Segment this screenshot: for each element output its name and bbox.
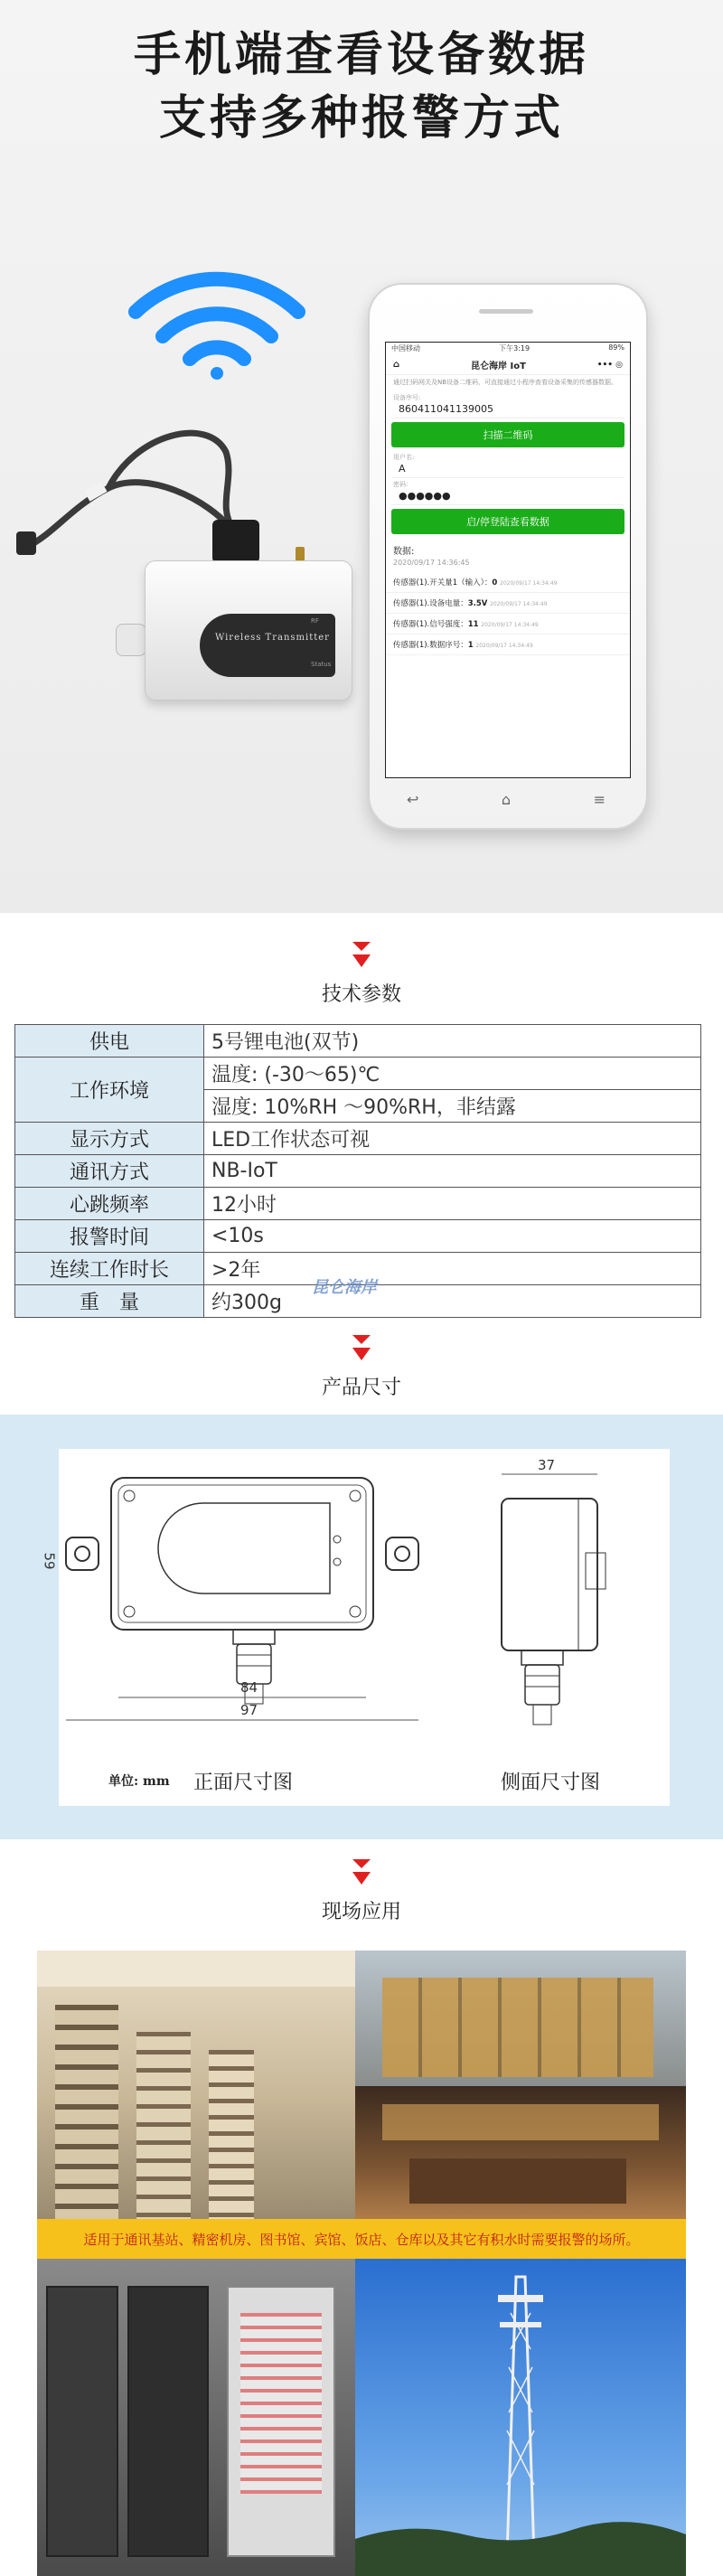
hotel-lobby-photo bbox=[355, 2086, 686, 2219]
dimension-drawing bbox=[59, 1449, 670, 1806]
hero-title-line2: 支持多种报警方式 bbox=[158, 91, 564, 146]
table-row: 工作环境 温度: (-30～65)℃ bbox=[15, 1058, 701, 1090]
table-row: 供电 5号锂电池(双节) bbox=[15, 1025, 701, 1058]
telecom-tower-photo bbox=[355, 2259, 686, 2576]
specs-title: 技术参数 bbox=[321, 983, 401, 1006]
device-label: Wireless Transmitter bbox=[215, 633, 330, 643]
app-title: 昆仑海岸 IoT bbox=[471, 362, 526, 371]
warehouse-photo bbox=[355, 1951, 686, 2086]
menu-icon[interactable]: ≡ bbox=[593, 791, 606, 808]
front-view-caption: 正面尺寸图 bbox=[193, 1772, 294, 1794]
clock: 下午3:19 bbox=[499, 344, 531, 353]
phone-speaker bbox=[479, 309, 533, 314]
side-view-caption: 侧面尺寸图 bbox=[501, 1772, 601, 1794]
dim-outer-width: 97 bbox=[240, 1702, 258, 1718]
dim-depth: 37 bbox=[538, 1457, 556, 1473]
cable-gland bbox=[212, 520, 259, 563]
login-button[interactable]: 启/停登陆查看数据 bbox=[391, 509, 624, 534]
table-row: 报警时间 <10s bbox=[15, 1220, 701, 1253]
dim-inner-width: 84 bbox=[240, 1679, 258, 1696]
data-time: 2020/09/17 14:36:45 bbox=[393, 558, 470, 567]
chevron-down-icon bbox=[351, 1857, 372, 1890]
dim-height: 59 bbox=[41, 1552, 58, 1570]
device-id-field[interactable]: 860411041139005 bbox=[391, 402, 624, 418]
server-room-photo bbox=[37, 2259, 355, 2576]
device-led-rf: RF bbox=[311, 617, 319, 625]
table-row: 湿度: 10%RH ～90%RH，非结露 bbox=[15, 1090, 701, 1123]
password-field[interactable]: ●●●●●● bbox=[391, 489, 624, 505]
scan-qr-button[interactable]: 扫描二维码 bbox=[391, 422, 624, 447]
back-icon[interactable]: ↩ bbox=[407, 791, 419, 808]
dimensions-title: 产品尺寸 bbox=[321, 1377, 401, 1399]
more-icon[interactable]: ••• ◎ bbox=[596, 360, 623, 370]
unit-label: 单位: mm bbox=[108, 1774, 170, 1789]
battery-level: 89% bbox=[608, 343, 624, 352]
sensor-row: 传感器(1).数据序号：1 2020/09/17 14:34:49 bbox=[386, 635, 630, 655]
chevron-down-icon bbox=[351, 940, 372, 973]
application-banner: 适用于通讯基站、精密机房、图书馆、宾馆、饭店、仓库以及其它有积水时需要报警的场所。 bbox=[37, 2219, 686, 2259]
device-led-status: Status bbox=[311, 661, 332, 668]
library-photo bbox=[37, 1951, 355, 2219]
app-hint: 通过扫码网关及NB设备二维码，可直接通过小程序查看设备采集的传感器数据。 bbox=[393, 379, 618, 386]
watermark-logo: 昆仑海岸 bbox=[312, 1278, 377, 1297]
mount-ear-left bbox=[116, 624, 146, 656]
phone-nav-keys bbox=[407, 791, 606, 808]
table-row: 重 量 约300g bbox=[15, 1285, 701, 1318]
home-key-icon[interactable]: ⌂ bbox=[501, 791, 512, 808]
status-bar bbox=[386, 343, 630, 355]
phone-screen bbox=[385, 342, 631, 778]
app-bar bbox=[386, 355, 630, 375]
sensor-row: 传感器(1).信号强度：11 2020/09/17 14:34:49 bbox=[386, 614, 630, 635]
wifi-icon bbox=[127, 271, 307, 380]
username-label: 用户名: bbox=[393, 453, 415, 461]
username-field[interactable]: A bbox=[391, 462, 624, 478]
table-row: 显示方式 LED工作状态可视 bbox=[15, 1123, 701, 1155]
carrier: 中国移动 bbox=[391, 344, 420, 353]
device-id-label: 设备序号: bbox=[393, 393, 421, 401]
application-title: 现场应用 bbox=[321, 1901, 401, 1923]
tower-illustration bbox=[355, 2259, 686, 2576]
password-label: 密码: bbox=[393, 480, 408, 488]
chevron-down-icon bbox=[351, 1333, 372, 1366]
sensor-row: 传感器(1).设备电量：3.5V 2020/09/17 14:34:49 bbox=[386, 593, 630, 614]
table-row: 通讯方式 NB-IoT bbox=[15, 1155, 701, 1188]
sensor-row: 传感器(1).开关量1（输入）：0 2020/09/17 14:34:49 bbox=[386, 572, 630, 593]
table-row: 连续工作时长 >2年 bbox=[15, 1253, 701, 1285]
home-icon[interactable]: ⌂ bbox=[393, 360, 400, 370]
data-label: 数据: bbox=[393, 546, 415, 557]
hero-title-line1: 手机端查看设备数据 bbox=[133, 28, 589, 82]
table-row: 心跳频率 12小时 bbox=[15, 1188, 701, 1220]
transmitter-device bbox=[145, 560, 352, 700]
